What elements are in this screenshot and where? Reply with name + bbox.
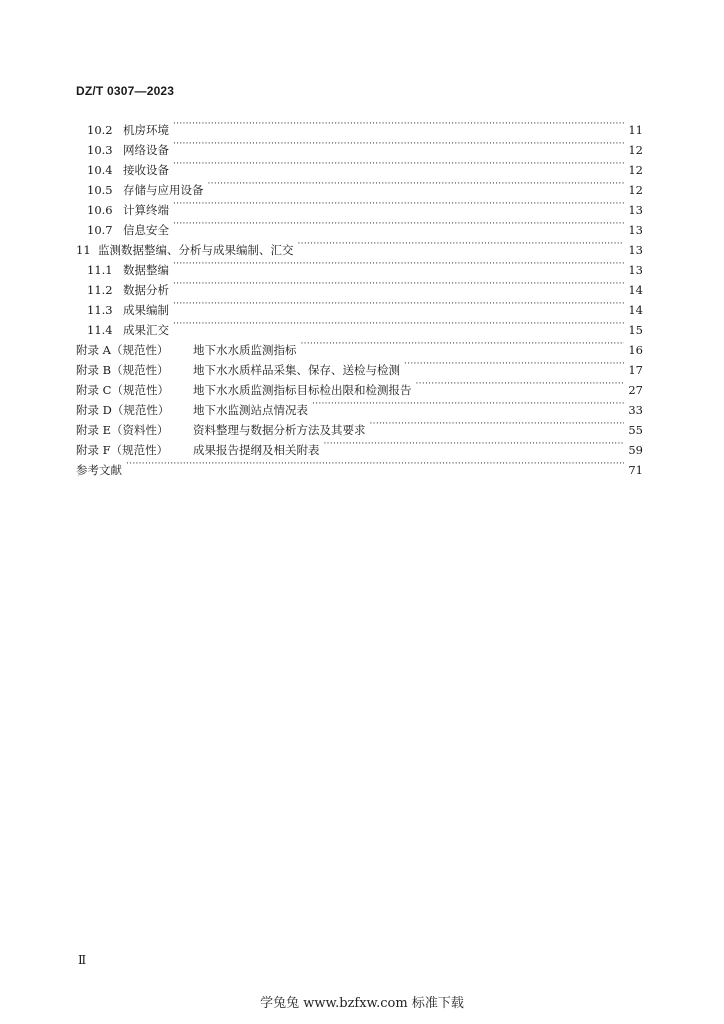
toc-entry-page: 27 [628,383,643,397]
toc-dot-leader [173,194,624,214]
watermark-text: 学兔兔 www.bzfxw.com 标准下载 [260,996,464,1011]
toc-entry-title: 地下水水质监测指标 [193,343,297,357]
toc-entry-title: 成果编制 [123,303,169,317]
toc-entry-page: 12 [628,183,643,197]
toc-dot-leader [301,334,625,354]
toc-dot-leader [126,454,624,474]
toc-entry-page: 17 [628,363,643,377]
toc-entry-title: 监测数据整编、分析与成果编制、汇交 [98,243,294,257]
toc-entry-number: 附录 D（规范性） [76,403,170,417]
toc-dot-leader [173,254,624,274]
toc-entry-title: 计算终端 [123,203,169,217]
toc-entry-title: 成果汇交 [123,323,169,337]
toc-entry-page: 33 [628,403,643,417]
toc-entry-page: 11 [628,123,643,137]
table-of-contents [76,114,643,477]
toc-dot-leader [173,114,624,134]
toc-dot-leader [173,214,624,234]
toc-entry-number: 11.2 [87,283,113,297]
toc-entry-number: 附录 F（规范性） [76,443,169,457]
toc-entry[interactable] [76,454,643,477]
toc-entry-page: 71 [628,463,643,477]
toc-entry-number: 11 [76,243,91,257]
toc-dot-leader [173,314,624,334]
toc-entry-title: 接收设备 [123,163,169,177]
toc-entry-number: 10.3 [87,143,113,157]
toc-entry-page: 59 [628,443,643,457]
toc-entry-number: 附录 C（规范性） [76,383,169,397]
toc-entry-number: 10.7 [87,223,113,237]
toc-entry-number: 11.1 [87,263,113,277]
toc-dot-leader [416,374,625,394]
toc-dot-leader [298,234,625,254]
toc-entry-number: 10.5 [87,183,113,197]
toc-entry-title: 地下水监测站点情况表 [193,403,308,417]
toc-entry-page: 13 [628,223,643,237]
toc-entry-title: 成果报告提纲及相关附表 [193,443,320,457]
toc-dot-leader [173,294,624,314]
toc-entry-page: 13 [628,243,643,257]
toc-entry-page: 55 [628,423,643,437]
toc-entry-number: 10.6 [87,203,113,217]
toc-dot-leader [173,154,624,174]
toc-entry-number: 附录 A（规范性） [76,343,169,357]
toc-entry-number: 附录 E（资料性） [76,423,169,437]
toc-entry-page: 16 [628,343,643,357]
toc-entry-title: 机房环境 [123,123,169,137]
toc-entry-title: 数据分析 [123,283,169,297]
toc-entry-page: 12 [628,143,643,157]
toc-entry-page: 14 [628,283,643,297]
document-code: DZ/T 0307—2023 [76,84,175,98]
toc-entry-title: 参考文献 [76,463,122,477]
toc-entry-number: 10.2 [87,123,113,137]
toc-entry-number: 10.4 [87,163,113,177]
toc-entry-title: 网络设备 [123,143,169,157]
page-number: Ⅱ [78,953,87,967]
toc-entry-title: 数据整编 [123,263,169,277]
toc-dot-leader [324,434,625,454]
toc-dot-leader [173,274,624,294]
toc-dot-leader [173,134,624,154]
toc-dot-leader [404,354,624,374]
toc-entry-number: 11.3 [87,303,113,317]
toc-entry-title: 地下水水质样品采集、保存、送检与检测 [193,363,400,377]
toc-entry-title: 信息安全 [123,223,169,237]
toc-entry-title: 资料整理与数据分析方法及其要求 [193,423,366,437]
toc-dot-leader [208,174,625,194]
toc-dot-leader [312,394,624,414]
toc-entry-page: 14 [628,303,643,317]
toc-entry-number: 附录 B（规范性） [76,363,169,377]
toc-entry-page: 13 [628,203,643,217]
toc-dot-leader [370,414,625,434]
toc-entry[interactable] [76,114,643,137]
toc-entry-page: 15 [628,323,643,337]
toc-entry-number: 11.4 [87,323,113,337]
toc-entry-title: 地下水水质监测指标目标检出限和检测报告 [193,383,412,397]
toc-entry-title: 存储与应用设备 [123,183,204,197]
toc-entry-page: 13 [628,263,643,277]
toc-entry-page: 12 [628,163,643,177]
